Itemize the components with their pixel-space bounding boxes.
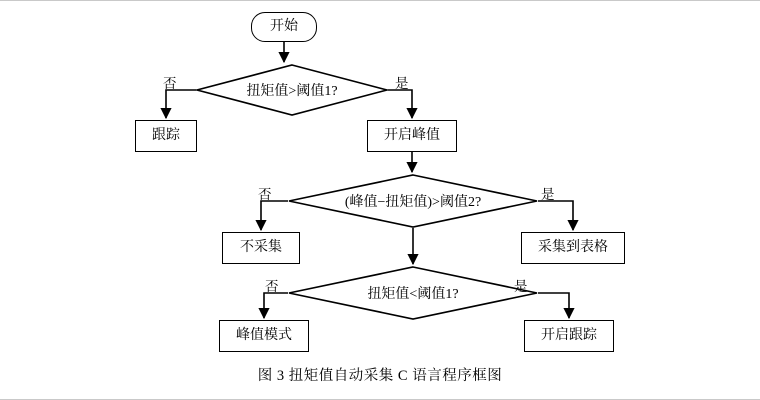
edge-label-decision1-yes: 是 [395, 76, 409, 91]
node-track-label: 跟踪 [152, 128, 180, 144]
node-collect-to-table-label: 采集到表格 [538, 240, 608, 256]
node-start [251, 12, 317, 42]
node-start-label: 开始 [270, 19, 298, 35]
node-no-collect-label: 不采集 [240, 240, 282, 256]
node-decision3-label: 扭矩值<阈值1? [367, 287, 459, 302]
node-peak-mode-label: 峰值模式 [236, 328, 292, 344]
node-decision-torque-lt-threshold1 [288, 266, 538, 320]
node-decision1-label: 扭矩值>阈值1? [246, 84, 338, 99]
node-collect-to-table [521, 232, 625, 264]
edge-label-decision2-yes: 是 [541, 187, 555, 202]
node-enable-track [524, 320, 614, 352]
node-peak-mode [219, 320, 309, 352]
node-no-collect [222, 232, 300, 264]
node-decision-torque-gt-threshold1 [196, 64, 388, 116]
node-enable-track-label: 开启跟踪 [541, 328, 597, 344]
figure-caption: 图 3 扭矩值自动采集 C 语言程序框图 [257, 368, 503, 384]
node-enable-peak [367, 120, 457, 152]
edge-label-decision3-yes: 是 [514, 279, 528, 294]
edge-label-decision2-no: 否 [258, 187, 272, 202]
edge-label-decision1-no: 否 [163, 76, 177, 91]
node-enable-peak-label: 开启峰值 [384, 128, 440, 144]
node-decision2-label: (峰值−扭矩值)>阈值2? [344, 195, 482, 210]
node-decision-peak-minus-torque-gt-threshold2 [288, 174, 538, 228]
node-track [135, 120, 197, 152]
edge-label-decision3-no: 否 [265, 279, 279, 294]
